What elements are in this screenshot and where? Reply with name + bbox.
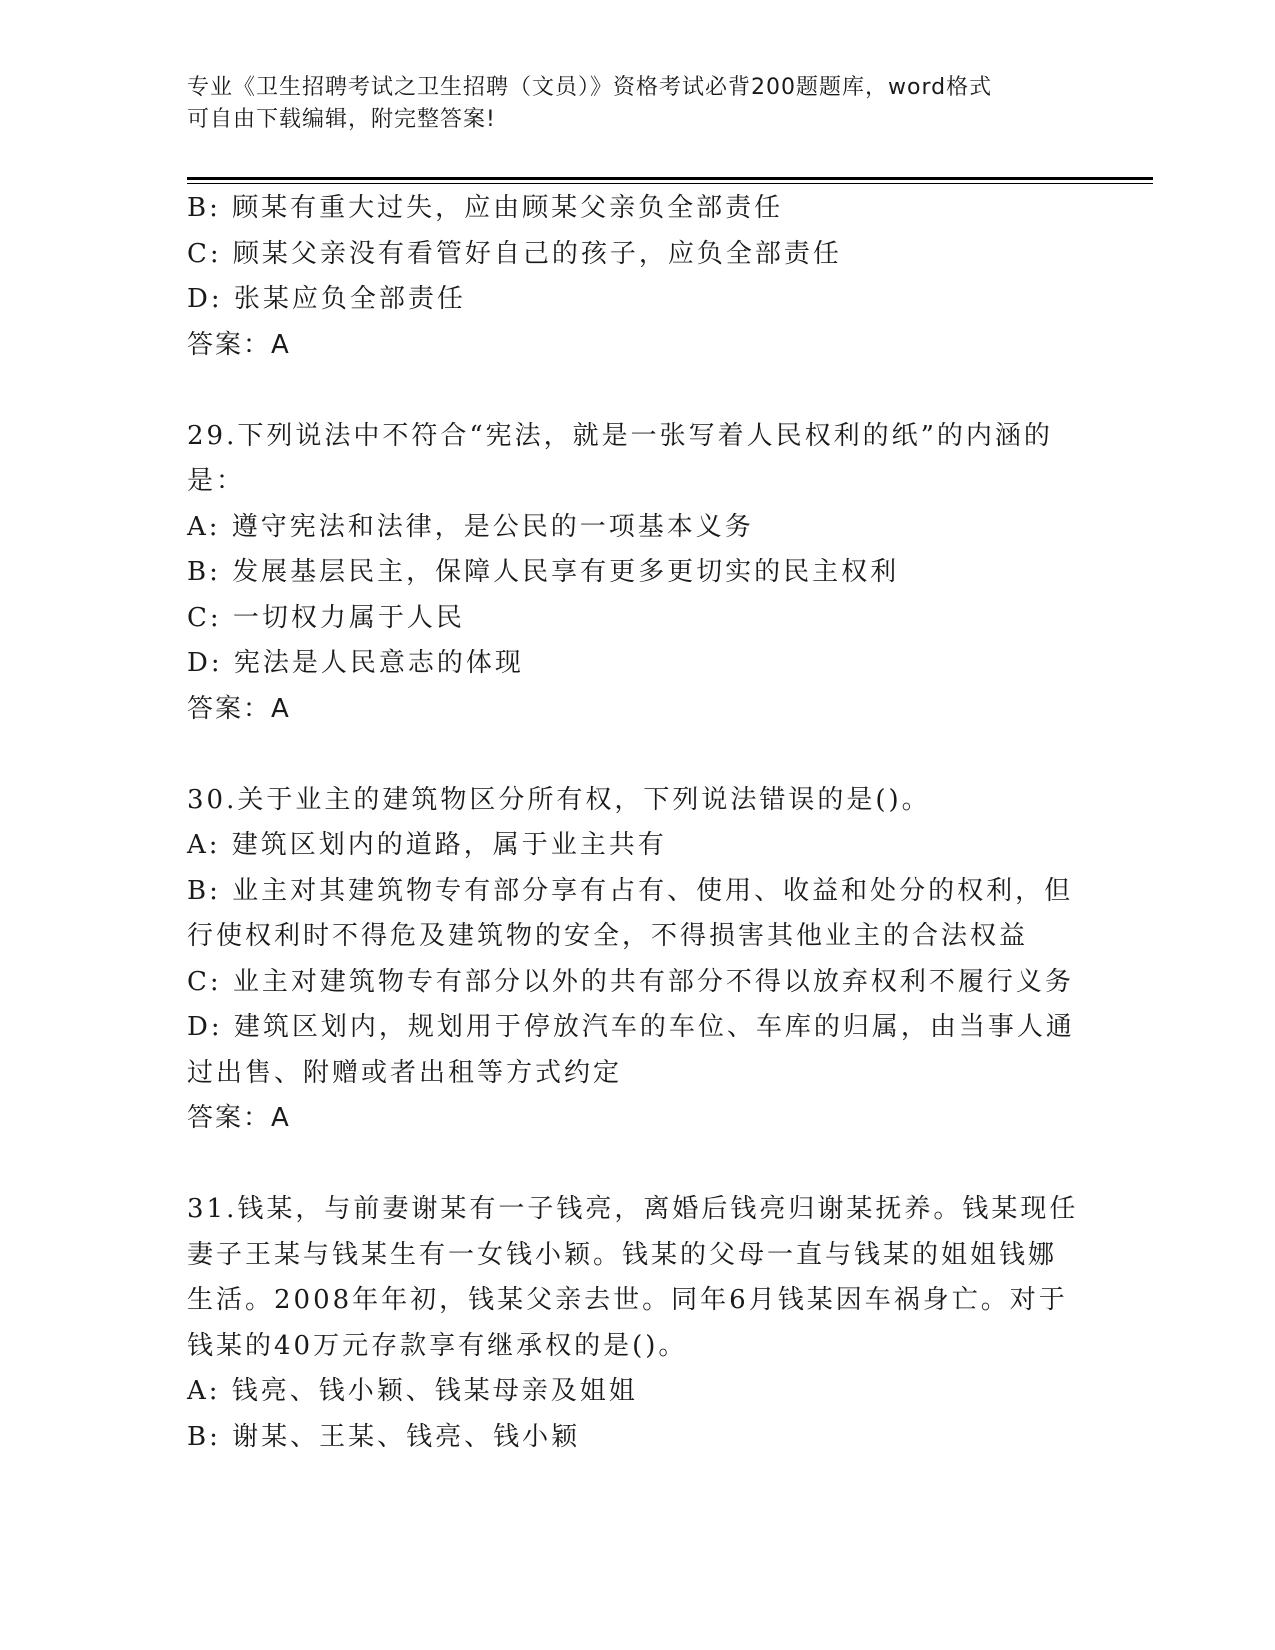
- option-b: B: 顾某有重大过失，应由顾某父亲负全部责任: [187, 193, 784, 223]
- option-c: C: 业主对建筑物专有部分以外的共有部分不得以放弃权利不履行义务: [187, 966, 1074, 997]
- option-b: B: 发展基层民主，保障人民享有更多更切实的民主权利: [187, 557, 900, 587]
- option-c: C: 一切权力属于人民: [187, 602, 465, 633]
- spacer: [187, 1142, 1077, 1188]
- option-c: C: 顾某父亲没有看管好自己的孩子，应负全部责任: [187, 238, 842, 269]
- question-stem: 30.关于业主的建筑物区分所有权，下列说法错误的是()。: [187, 784, 931, 815]
- option-b: B: 谢某、王某、钱亮、钱小颖: [187, 1421, 581, 1452]
- answer: 答案：A: [187, 329, 291, 360]
- question-stem: 29.下列说法中不符合“宪法，就是一张写着人民权利的纸”的内涵的: [187, 420, 1053, 451]
- question-29: [187, 414, 1077, 733]
- spacer: [187, 368, 1077, 414]
- question-28-tail: [187, 186, 1077, 368]
- spacer: [187, 732, 1077, 778]
- header-divider-thick: [187, 177, 1153, 180]
- question-stem-continued: 是：: [187, 466, 246, 496]
- option-b-continued: 行使权利时不得危及建筑物的安全，不得损害其他业主的合法权益: [187, 921, 1029, 951]
- option-d-continued: 过出售、附赠或者出租等方式约定: [187, 1057, 623, 1088]
- option-d: D: 宪法是人民意志的体现: [187, 648, 524, 678]
- option-b: B: 业主对其建筑物专有部分享有占有、使用、收益和处分的权利，但: [187, 875, 1074, 906]
- question-stem-continued: 钱某的40万元存款享有继承权的是()。: [187, 1330, 688, 1361]
- question-stem: 31.钱某，与前妻谢某有一子钱亮，离婚后钱亮归谢某抚养。钱某现任: [187, 1194, 1079, 1224]
- question-30: [187, 778, 1077, 1142]
- option-a: A: 建筑区划内的道路，属于业主共有: [187, 830, 667, 860]
- option-d: D: 张某应负全部责任: [187, 284, 466, 314]
- document-header: [187, 72, 1067, 136]
- answer: 答案：A: [187, 693, 291, 724]
- answer: 答案：A: [187, 1103, 291, 1133]
- header-title-line-2: 可自由下载编辑，附完整答案!: [187, 107, 496, 132]
- header-divider-thin: [187, 183, 1153, 184]
- question-stem-continued: 生活。2008年年初，钱某父亲去世。同年6月钱某因车祸身亡。对于: [187, 1285, 1068, 1315]
- question-stem-continued: 妻子王某与钱某生有一女钱小颖。钱某的父母一直与钱某的姐姐钱娜: [187, 1239, 1058, 1270]
- option-d: D: 建筑区划内，规划用于停放汽车的车位、车库的归属，由当事人通: [187, 1012, 1075, 1042]
- option-a: A: 钱亮、钱小颖、钱某母亲及姐姐: [187, 1376, 638, 1406]
- option-a: A: 遵守宪法和法律，是公民的一项基本义务: [187, 511, 754, 542]
- question-content: [187, 186, 1077, 1460]
- header-title-line-1: 专业《卫生招聘考试之卫生招聘（文员）》资格考试必背200题题库，word格式: [187, 75, 993, 100]
- question-31: [187, 1187, 1077, 1460]
